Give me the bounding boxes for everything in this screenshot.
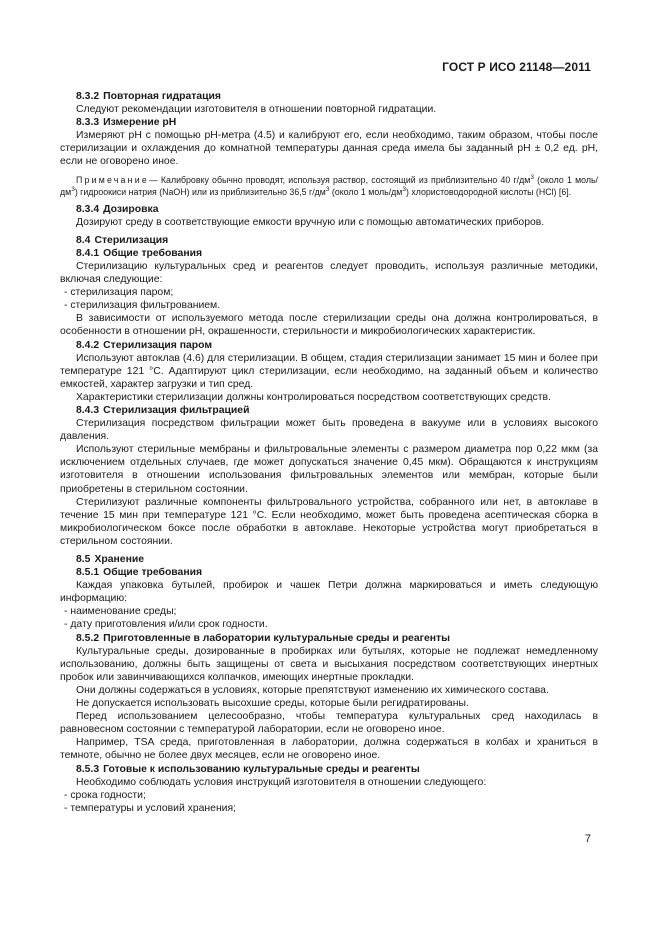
document-body	[60, 90, 598, 815]
section-heading-8-4-3: 8.4.3 Стерилизация фильтрацией	[76, 404, 250, 416]
section-heading-8-4-2: 8.4.2 Стерилизация паром	[76, 339, 213, 351]
section-heading-8-3-4: 8.3.4 Дозировка	[76, 203, 159, 215]
section-heading-8-4-1: 8.4.1 Общие требования	[76, 247, 203, 259]
paragraph: Стерилизуют различные компоненты фильтровального устройства, собранного или нет, в автоклаве в течение 15 мин при температуре 121 °С. Если необходимо, может быть проведена асептическая сборка в микробиологическом боксе после обработки в автоклаве. Некоторые устройства могут приобретаться в стерильном состоянии.	[60, 496, 598, 547]
paragraph: Не допускается использовать высохшие среды, которые были регидратированы.	[76, 698, 469, 710]
paragraph: Необходимо соблюдать условия инструкций изготовителя в отношении следующего:	[76, 776, 487, 788]
paragraph: Следуют рекомендации изготовителя в отношении повторной гидратации.	[76, 104, 437, 116]
section-heading-8-3-2: 8.3.2 Повторная гидратация	[76, 91, 221, 102]
section-heading-8-4: 8.4 Стерилизация	[76, 234, 169, 246]
paragraph: Используют стерильные мембраны и фильтровальные элементы с размером диаметра пор 0,22 мкм (за исключением отдельных случаев, где может допускаться значение 0,45 мкм). Обращаются к инструкциям изготовителя в отношении использования фильтровальных элементов или мембран, которые были приобретены в стерильном состоянии.	[60, 444, 598, 495]
paragraph: Перед использованием целесообразно, чтобы температура культуральных сред находилась в равновесном состоянии с температурой лаборатории, если не оговорено иное.	[60, 711, 598, 736]
section-heading-8-5-1: 8.5.1 Общие требования	[76, 567, 203, 579]
section-heading-8-5-3: 8.5.3 Готовые к использованию культуральные среды и реагенты	[76, 763, 420, 775]
section-heading-8-5-2: 8.5.2 Приготовленные в лаборатории культуральные среды и реагенты	[76, 632, 450, 644]
note-paragraph: Примечание— Калибровку обычно проводят, используя раствор, состоящий из приблизительно 40 $г/дм^3$ (около 1 моль/$дм^3$) гидроокиси натрия (NaOH) или из приблизительно 36,5 $г/дм^3$ (около 1 моль/$дм^3$) хлористоводородной кислоты (HCl) [6].	[60, 173, 598, 197]
paragraph: Каждая упаковка бутылей, пробирок и чашек Петри должна маркироваться и иметь следующую информацию:	[60, 580, 598, 605]
list-item: - стерилизация фильтрованием.	[64, 300, 221, 312]
note-label: Примечание	[76, 174, 149, 185]
paragraph: В зависимости от используемого метода после стерилизации среды она должна контролироваться, в особенности в отношении pH, окрашенности, стерильности и микробиологических характеристик.	[60, 313, 598, 338]
document-header: ГОСТ Р ИСО 21148—2011	[442, 60, 591, 74]
paragraph: Измеряют pH с помощью pH-метра (4.5) и калибруют его, если необходимо, таким образом, чтобы после стерилизации и охлаждения до комнатной температуры данная среда имела бы заданный pH ± 0,2 ед. pH, если не оговорено иное.	[60, 130, 598, 168]
paragraph: Они должны содержаться в условиях, которые препятствуют изменению их химического состава.	[76, 684, 549, 696]
list-item: - дату приготовления и/или срок годности.	[64, 619, 268, 631]
paragraph: Характеристики стерилизации должны контролироваться посредством соответствующих средств.	[76, 391, 551, 403]
paragraph: Стерилизацию культуральных сред и реагентов следует проводить, используя различные методики, включая следующие:	[60, 260, 598, 286]
paragraph: Например, TSA среда, приготовленная в лаборатории, должна содержаться в колбах и храниться в темноте, обычно не более двух месяцев, если не оговорено иное.	[60, 737, 598, 762]
section-heading-8-3-3: 8.3.3 Измерение pH	[76, 117, 177, 129]
section-heading-8-5: 8.5 Хранение	[76, 554, 145, 565]
page-number: 7	[584, 833, 591, 845]
paragraph: Дозируют среду в соответствующие емкости вручную или с помощью автоматических приборов.	[76, 216, 545, 228]
paragraph: Используют автоклав (4.6) для стерилизации. В общем, стадия стерилизации занимает 15 мин и более при температуре 121 °С. Адаптируют цикл стерилизации, если необходимо, на заданный объем и количество емкостей, характер загрузки и тип сред.	[60, 352, 598, 390]
list-item: - температуры и условий хранения;	[64, 802, 236, 814]
list-item: - срока годности;	[64, 789, 146, 801]
list-item: - наименование среды;	[64, 606, 177, 618]
paragraph: Стерилизация посредством фильтрации может быть проведена в вакууме или в условиях высокого давления.	[60, 418, 598, 443]
paragraph: Культуральные среды, дозированные в пробирках или бутылях, которые не подлежат немедленному использованию, должны быть защищены от света и высыхания посредством соответствующих инертных пробок или завинчивающихся колпачков, имеющих инертные прокладки.	[60, 645, 598, 683]
list-item: - стерилизация паром;	[64, 287, 174, 299]
